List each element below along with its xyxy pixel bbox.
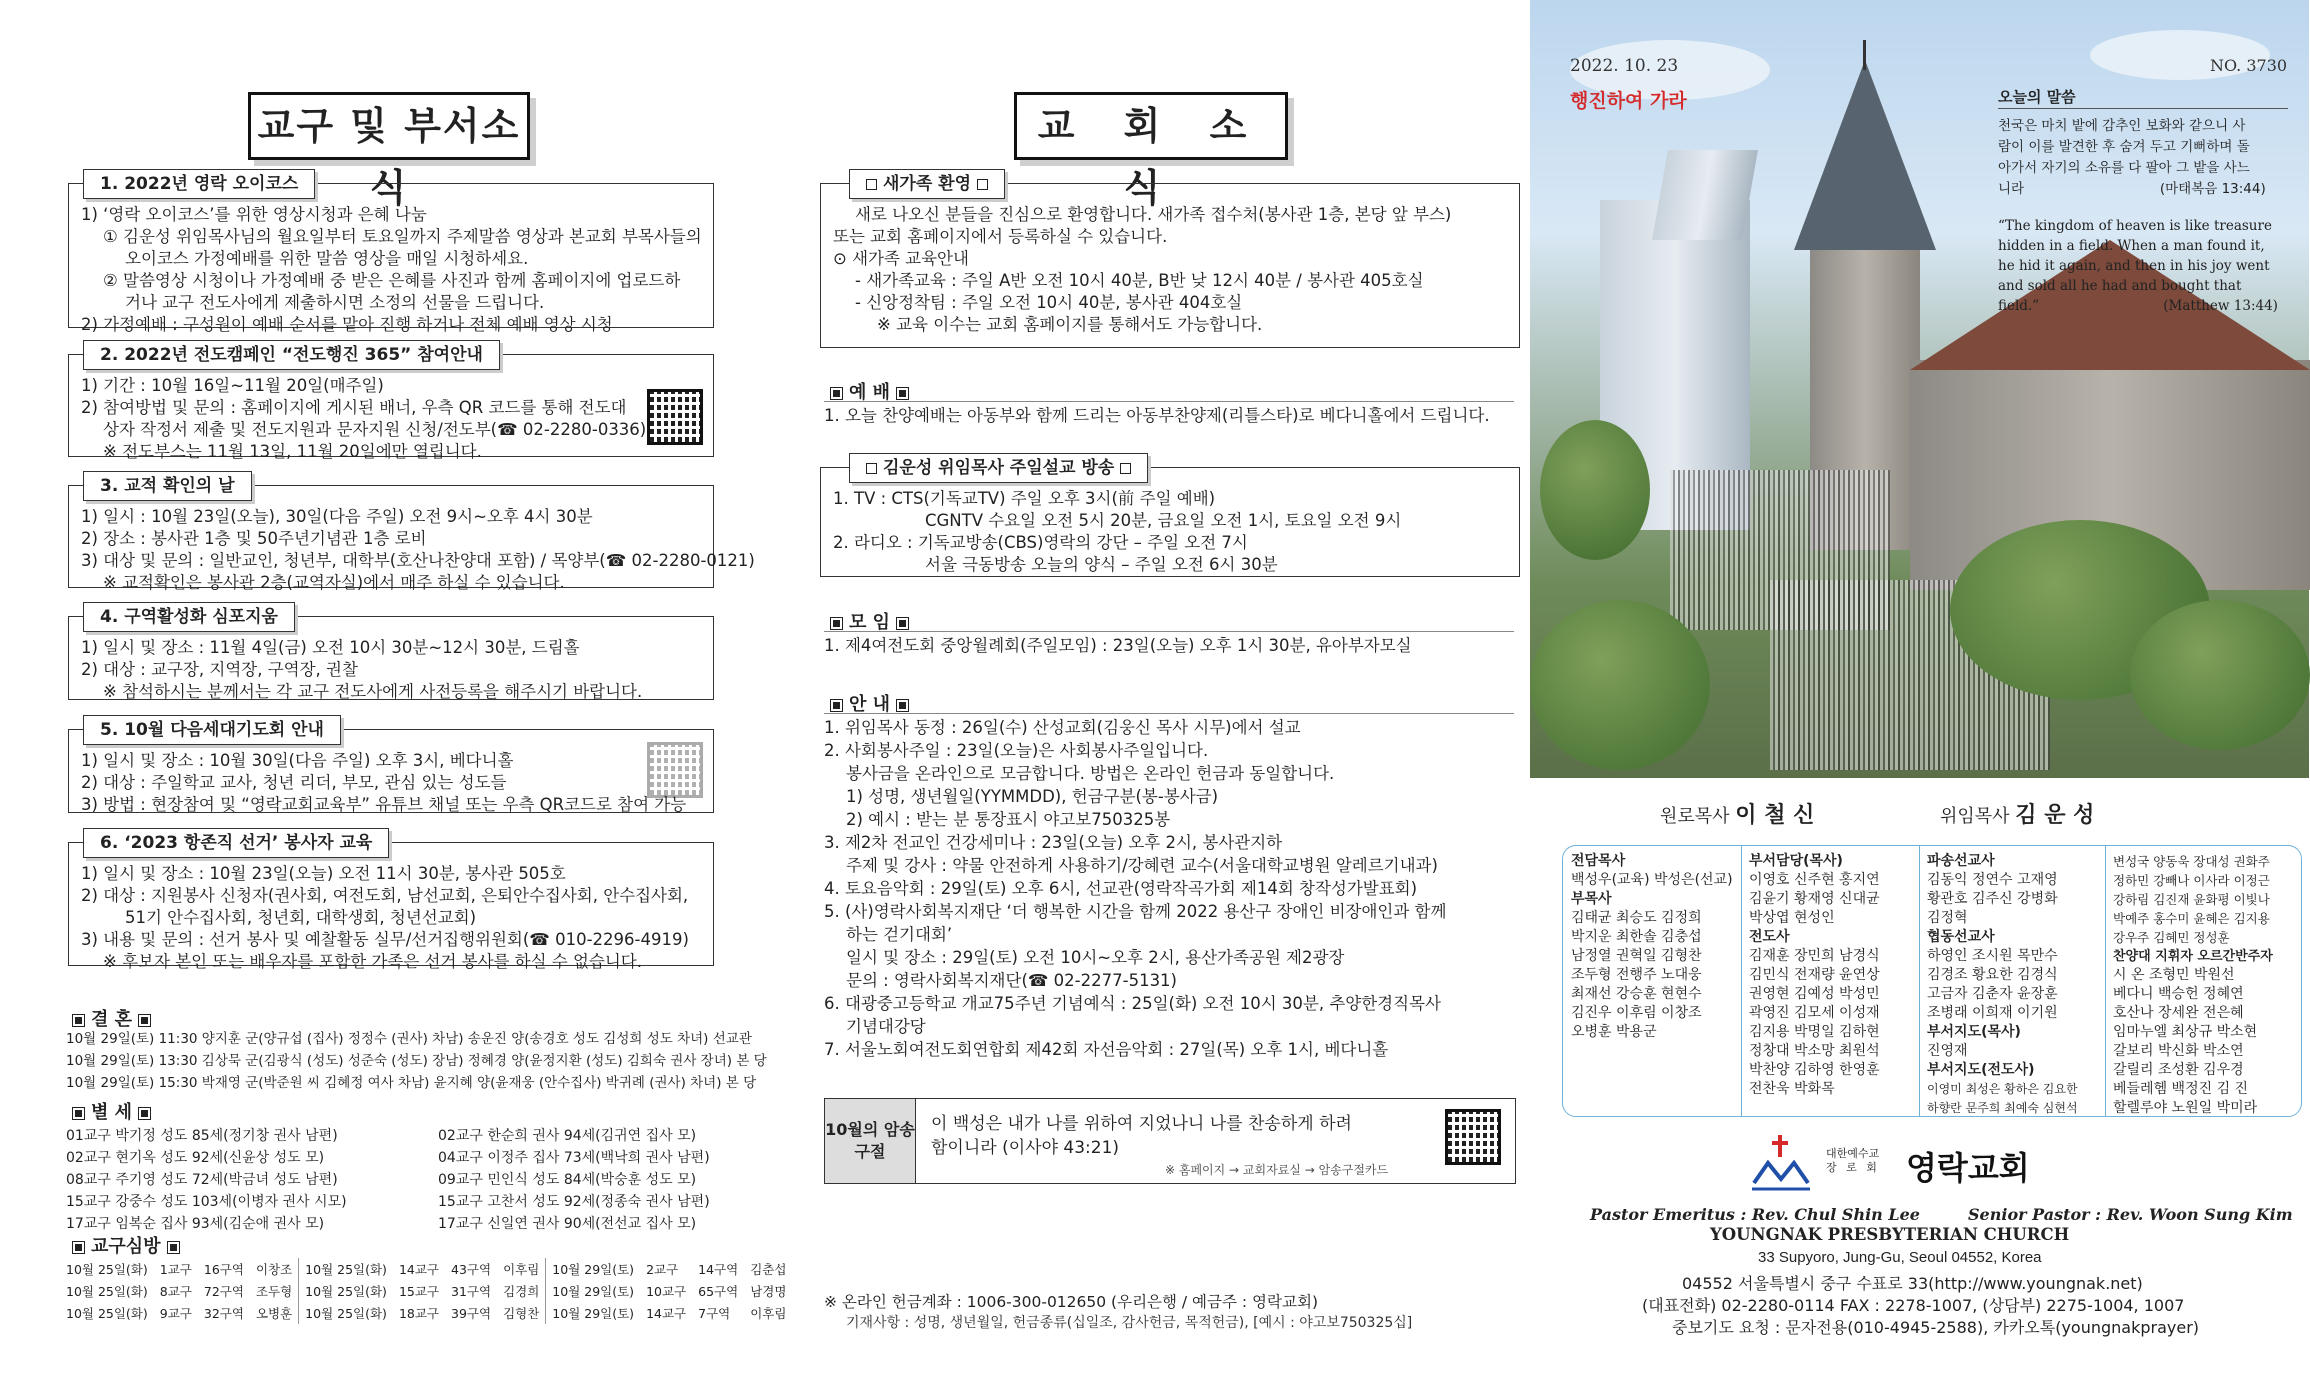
square-bullet-icon (977, 179, 988, 190)
prayer-request: 중보기도 요청 : 문자전용(010-4945-2588), 카카오톡(youngnakprayer) (1672, 1318, 2200, 1337)
staff-group: 파송선교사 김동익 정연수 고재영 황관호 김주신 강병화 김정혁 협동선교사 하영인 조시원 목만수 김경조 황요한 김경식 고금자 김춘자 윤장훈 조병래 이희재 이기원 부서지도(목사) 진영재 부서지도(전도사) 이영미 최성은 황하은 김요한 하향란 문주희 최예숙 심현석 (1919, 846, 2106, 1116)
square-bullet-icon (72, 1107, 85, 1120)
denomination-line: 장 로 회 (1826, 1161, 1880, 1174)
box-line: 또는 교회 홈페이지에서 등록하실 수 있습니다. (833, 227, 1168, 246)
address-ko: 04552 서울특별시 중구 수표로 33(http://www.youngnak.net) (1682, 1274, 2143, 1293)
box-header: 3. 교적 확인의 날 (83, 471, 252, 501)
church-photo (1530, 0, 2309, 778)
list-item: 1) 성명, 생년월일(YYMMDD), 헌금구분(봉-봉사금) (846, 787, 1219, 806)
table-row: 02교구 현기옥 성도 92세(신윤상 성도 모) 04교구 이정주 집사 73세(백낙희 권사 남편) (66, 1150, 710, 1166)
church-emblem-icon (1750, 1133, 1812, 1193)
list-item: 6. 대광중고등학교 개교75주년 기념예식 : 25일(화) 오전 10시 30분, 추양한경직목사 (824, 994, 1441, 1013)
church-name-en: YOUNGNAK PRESBYTERIAN CHURCH (1710, 1225, 2070, 1244)
list-item: 기념대강당 (846, 1017, 926, 1036)
box-line: 3) 내용 및 문의 : 선거 봉사 및 예찰활동 실무/선거집행위원회(☎ 010-2296-4919) (81, 930, 689, 949)
square-bullet-icon (138, 1014, 151, 1027)
table-row: 10월 25일(화) 9교구 32구역 오병훈 10월 25일(화) 18교구 39구역 김형찬 10월 29일(토) 14교구 7구역 이후림 (60, 1302, 792, 1324)
memory-verse-line: 이 백성은 내가 나를 위하여 지었나니 나를 찬송하게 하려 (931, 1114, 1352, 1134)
list-item: 10월 29일(토) 15:30 박재영 군(박준원 씨 김혜정 여사 차남) 윤지혜 양(윤재웅 (안수집사) 박귀례 (권사) 차녀) 본 당 (66, 1075, 757, 1091)
qr-code-icon[interactable] (1445, 1109, 1501, 1165)
list-item: 2) 예시 : 받는 분 통장표시 야고보750325봉 (846, 810, 1171, 829)
pastor-emeritus-en: Pastor Emeritus : Rev. Chul Shin Lee (1590, 1205, 1920, 1224)
left-column (0, 0, 787, 1376)
box-line: 3) 방법 : 현장참여 및 “영락교회교육부” 유튜브 채널 또는 우측 QR코드로 참여 가능 (81, 795, 687, 814)
table-row: 10월 25일(화) 1교구 16구역 이창조 10월 25일(화) 14교구 43구역 이후림 10월 29일(토) 2교구 14구역 김춘섭 (60, 1258, 792, 1280)
list-item: 10월 29일(토) 13:30 김상묵 군(김광식 (성도) 성준숙 (성도) 장남) 정혜경 양(윤정지환 (성도) 김희숙 권사 장녀) 본 당 (66, 1053, 767, 1069)
qr-code-icon[interactable] (647, 742, 703, 798)
table-row: 10월 25일(화) 8교구 72구역 조두형 10월 25일(화) 15교구 31구역 김경희 10월 29일(토) 10교구 65구역 남경명 (60, 1280, 792, 1302)
list-item: 4. 토요음악회 : 29일(토) 오후 6시, 선교관(영락작곡가회 제14회 창작성가발표회) (824, 879, 1418, 898)
visit-table (60, 1258, 792, 1324)
notice-box-next-generation (68, 720, 714, 814)
denomination-line: 대한예수교 (1826, 1147, 1880, 1160)
square-bullet-icon (72, 1241, 85, 1254)
table-row: 15교구 강중수 성도 103세(이병자 권사 시모) 15교구 고찬서 성도 92세(정종숙 권사 남편) (66, 1194, 710, 1210)
online-offering-note: 기재사항 : 성명, 생년월일, 헌금종류(십일조, 감사헌금, 목적헌금), [예시 : 야고보750325십] (846, 1315, 1413, 1331)
left-page-title: 교구 및 부서소식 (248, 92, 530, 160)
cover-page (1530, 0, 2309, 1376)
box-line: 1) 일시 및 장소 : 10월 30일(다음 주일) 오후 3시, 베다니홀 (81, 751, 514, 770)
weekly-motto: 행진하여 가라 (1570, 90, 1687, 112)
box-line: 서울 극동방송 오늘의 양식 – 주일 오전 6시 30분 (925, 555, 1278, 574)
emeritus-pastor: 원로목사 이 철 신 (1660, 803, 1815, 828)
church-logo (1750, 1133, 2070, 1193)
box-line: - 새가족교육 : 주일 A반 오전 10시 40분, B반 낮 12시 40분 / 봉사관 405호실 (855, 271, 1424, 290)
memory-verse-hint: ※ 홈페이지 → 교회자료실 → 암송구절카드 (1165, 1163, 1389, 1177)
notice-box-oikos (68, 174, 714, 334)
notice-list (824, 716, 1446, 1061)
notice-box-registry (68, 476, 755, 592)
worship-header: 예 배 (824, 378, 915, 404)
notice-box-evangelism (68, 345, 714, 461)
box-line: ※ 참석하시는 분께서는 각 교구 전도사에게 사전등록을 해주시기 바랍니다. (103, 682, 643, 701)
memory-verse-label: 10월의 암송 구절 (825, 1099, 916, 1183)
worship-list (824, 404, 1490, 427)
list-item: 1. 위임목사 동정 : 26일(수) 산성교회(김웅신 목사 시무)에서 설교 (824, 718, 1301, 737)
box-line: 2) 가정예배 : 구성원이 예배 순서를 맡아 진행 하거나 전체 예배 영상 시청 (81, 315, 613, 334)
box-line: CGNTV 수요일 오전 5시 20분, 금요일 오전 1시, 토요일 오전 9시 (925, 511, 1402, 530)
box-line: 새로 나오신 분들을 진심으로 환영합니다. 새가족 접수처(봉사관 1층, 본당 앞 부스) (855, 205, 1452, 224)
table-row: 08교구 주기영 성도 72세(박금녀 성도 남편) 09교구 민인식 성도 84세(박숭훈 성도 모) (66, 1172, 697, 1188)
list-item: 문의 : 영락사회복지재단(☎ 02-2277-5131) (846, 971, 1177, 990)
table-row: 01교구 박기정 성도 85세(정기창 권사 남편) 02교구 한순희 권사 94세(김귀연 집사 모) (66, 1128, 697, 1144)
square-bullet-icon (138, 1107, 151, 1120)
box-line: 2) 장소 : 봉사관 1층 및 50주년기념관 1층 로비 (81, 529, 427, 548)
senior-pastor-en: Senior Pastor : Rev. Woon Sung Kim (1968, 1205, 2293, 1224)
meeting-list (824, 634, 1412, 657)
box-line: 거나 교구 전도사에게 제출하시면 소정의 선물을 드립니다. (125, 293, 545, 312)
word-title: 오늘의 말씀 (1998, 88, 2076, 106)
box-line: ※ 교적확인은 봉사관 2층(교역자실)에서 매주 하실 수 있습니다. (103, 573, 565, 592)
box-line: ※ 전도부스는 11월 13일, 11월 20일에만 열립니다. (103, 442, 482, 461)
box-line: 상자 작정서 제출 및 전도지원과 문자지원 신청/전도부(☎ 02-2280-0336) (103, 420, 647, 439)
box-line: 오이코스 가정예배를 위한 말씀 영상을 매일 시청하세요. (125, 249, 529, 268)
box-line: ⊙ 새가족 교육안내 (833, 249, 969, 268)
box-line: 1) 일시 : 10월 23일(오늘), 30일(다음 주일) 오전 9시~오후 4시 30분 (81, 507, 593, 526)
box-line: 2. 라디오 : 기독교방송(CBS)영락의 강단 – 주일 오전 7시 (833, 533, 1248, 552)
box-line: ① 김운성 위임목사님의 월요일부터 토요일까지 주제말씀 영상과 본교회 부목사들의 (103, 227, 702, 246)
box-header: 5. 10월 다음세대기도회 안내 (83, 715, 341, 745)
box-line: 1) 일시 및 장소 : 10월 23일(오늘) 오전 11시 30분, 봉사관 505호 (81, 864, 566, 883)
middle-column (770, 0, 1530, 1376)
staff-directory (1562, 845, 2302, 1117)
box-line: 2) 대상 : 지원봉사 신청자(권사회, 여전도회, 남선교회, 은퇴안수집사회, 안수집사회, (81, 886, 689, 905)
funeral-header: 별 세 (66, 1098, 157, 1124)
broadcast-box (820, 458, 1520, 577)
box-line: 1) 일시 및 장소 : 11월 4일(금) 오전 10시 30분~12시 30분, 드림홀 (81, 638, 580, 657)
list-item: 봉사금을 온라인으로 모금합니다. 방법은 온라인 헌금과 동일합니다. (846, 764, 1335, 783)
box-header: 김운성 위임목사 주일설교 방송 (849, 453, 1148, 483)
box-line: 1) ‘영락 오이코스’를 위한 영상시청과 은혜 나눔 (81, 205, 427, 224)
box-header: 새가족 환영 (849, 169, 1005, 199)
list-item: 5. (사)영락사회복지재단 ‘더 행복한 시간을 함께 2022 용산구 장애인 비장애인과 함께 (824, 902, 1447, 921)
notice-box-symposium (68, 607, 714, 701)
staff-group: 전담목사 백성우(교육) 박성은(선교) 부목사 김태균 최승도 김정희 박지운 최한솔 김충섭 남정열 권혁일 김형찬 조두형 전행주 노대웅 최재선 강승훈 현현수 김진우 이후림 이창조 오병훈 박용군 (1563, 846, 1742, 1116)
bulletin-date: 2022. 10. 23 (1570, 56, 1679, 76)
notice-header: 안 내 (824, 690, 915, 716)
senior-pastor: 위임목사 김 운 성 (1940, 803, 2095, 828)
box-header: 6. ‘2023 항존직 선거’ 봉사자 교육 (83, 828, 389, 858)
online-offering-account: ※ 온라인 헌금계좌 : 1006-300-012650 (우리은행 / 예금주 : 영락교회) (824, 1293, 1318, 1311)
list-item: 1. 제4여전도회 중앙월례회(주일모임) : 23일(오늘) 오후 1시 30분, 유아부자모실 (824, 636, 1412, 655)
box-line: 3) 대상 및 문의 : 일반교인, 청년부, 대학부(호산나찬양대 포함) / 목양부(☎ 02-2280-0121) (81, 551, 755, 570)
square-bullet-icon (866, 179, 877, 190)
list-item: 1. 오늘 찬양예배는 아동부와 함께 드리는 아동부찬양제(리틀스타)로 베다니홀에서 드립니다. (824, 406, 1490, 425)
box-line: ※ 후보자 본인 또는 배우자를 포함한 가족은 선거 봉사를 하실 수 없습니다. (103, 952, 642, 971)
box-line: 2) 참여방법 및 문의 : 홈페이지에 게시된 배너, 우측 QR 코드를 통해 전도대 (81, 398, 627, 417)
box-line: 1) 기간 : 10월 16일~11월 20일(매주일) (81, 376, 384, 395)
notice-box-election (68, 833, 714, 971)
list-item: 2. 사회봉사주일 : 23일(오늘)은 사회봉사주일입니다. (824, 741, 1209, 760)
wedding-header: 결 혼 (66, 1005, 157, 1031)
box-line: - 신앙정착팀 : 주일 오전 10시 40분, 봉사관 404호실 (855, 293, 1243, 312)
box-header: 4. 구역활성화 심포지움 (83, 602, 295, 632)
qr-code-icon[interactable] (647, 389, 703, 445)
box-line: 2) 대상 : 교구장, 지역장, 구역장, 권찰 (81, 660, 358, 679)
list-item: 3. 제2차 전교인 건강세미나 : 23일(오늘) 오후 2시, 봉사관지하 (824, 833, 1283, 852)
bulletin-number: NO. 3730 (2210, 56, 2288, 75)
box-line: 1. TV : CTS(기독교TV) 주일 오후 3시(前 주일 예배) (833, 489, 1216, 508)
list-item: 하는 걷기대회’ (846, 925, 953, 944)
list-item: 주제 및 강사 : 약물 안전하게 사용하기/강혜련 교수(서울대학교병원 알레르기내과) (846, 856, 1438, 875)
memory-verse-box (824, 1098, 1516, 1184)
list-item: 일시 및 장소 : 29일(토) 오전 10시~오후 2시, 용산가족공원 제2광장 (846, 948, 1345, 967)
box-line: ※ 교육 이수는 교회 홈페이지를 통해서도 가능합니다. (877, 315, 1263, 334)
memory-verse-line: 함이니라 (이사야 43:21) (931, 1138, 1120, 1158)
meeting-header: 모 임 (824, 608, 915, 634)
welcome-box (820, 174, 1520, 348)
table-row: 17교구 임복순 집사 93세(김순애 권사 모) 17교구 신일연 권사 90세(전선교 집사 모) (66, 1216, 697, 1232)
funeral-table (60, 1124, 716, 1234)
list-item: 10월 29일(토) 11:30 양지훈 군(양규섭 (집사) 정정수 (권사) 차남) 송운진 양(송경호 성도 김성희 성도 차녀) 선교관 (66, 1031, 752, 1047)
staff-group: 변성국 양동욱 장대성 권화주 정하민 강빼나 이사라 이정근 강하림 김진재 윤화평 이빛나 박예주 홍수미 윤혜은 김지용 강우주 김혜민 정성훈 찬양대 지휘자 오르간반주자 시 온 조형민 박원선 베다니 백승헌 정혜연 호산나 장세완 전은혜 임마누엘 최상규 박소현 갈보리 박신화 박소연 갈릴리 조성환 김우경 베들레헴 백정진 김 진 할렐루야 노원일 박미라 (2113, 854, 2273, 1116)
list-item: 7. 서울노회여전도회연합회 제42회 자선음악회 : 27일(목) 오후 1시, 베다니홀 (824, 1040, 1389, 1059)
wedding-list (66, 1028, 767, 1094)
square-bullet-icon (72, 1014, 85, 1027)
box-header: 1. 2022년 영락 오이코스 (83, 169, 315, 199)
box-line: 51기 안수집사회, 청년회, 대학생회, 청년선교회) (125, 908, 477, 927)
middle-page-title: 교 회 소 식 (1014, 92, 1288, 160)
word-english: “The kingdom of heaven is like treasure hidden in a field. When a man found it, he hid it again, and then in his joy went and sold all he had and bought that field.” (Matthew 13:44) (1998, 218, 2278, 314)
address-en: 33 Supyoro, Jung-Gu, Seoul 04552, Korea (1758, 1249, 2042, 1266)
box-header: 2. 2022년 전도캠페인 “전도행진 365” 참여안내 (83, 340, 500, 370)
visit-header: 교구심방 (66, 1232, 186, 1258)
phone-info: (대표전화) 02-2280-0114 FAX : 2278-1007, (상담부) 2275-1004, 1007 (1642, 1296, 2185, 1315)
square-bullet-icon (167, 1241, 180, 1254)
church-name: 영락교회 (1906, 1149, 2030, 1187)
staff-group: 부서담당(목사) 이영호 신주현 홍지연 김윤기 황재영 신대균 박상엽 현성인 전도사 김재훈 장민희 남경식 김민식 전재량 윤연상 권영현 김예성 박성민 곽영진 김모세 이성재 김지용 박명일 김하현 정창대 박소망 최원석 박찬양 김하영 한영훈 전찬욱 박화목 (1741, 846, 1920, 1116)
box-line: 2) 대상 : 주일학교 교사, 청년 리더, 부모, 관심 있는 성도들 (81, 773, 507, 792)
box-line: ② 말씀영상 시청이나 가정예배 중 받은 은혜를 사진과 함께 홈페이지에 업로드하 (103, 271, 681, 290)
word-korean: 천국은 마치 밭에 감추인 보화와 같으니 사 람이 이를 발견한 후 숨겨 두고 기뻐하며 돌 아가서 자기의 소유를 다 팔아 그 밭을 사느 니라 (마태복음 13:44) (1998, 118, 2266, 197)
